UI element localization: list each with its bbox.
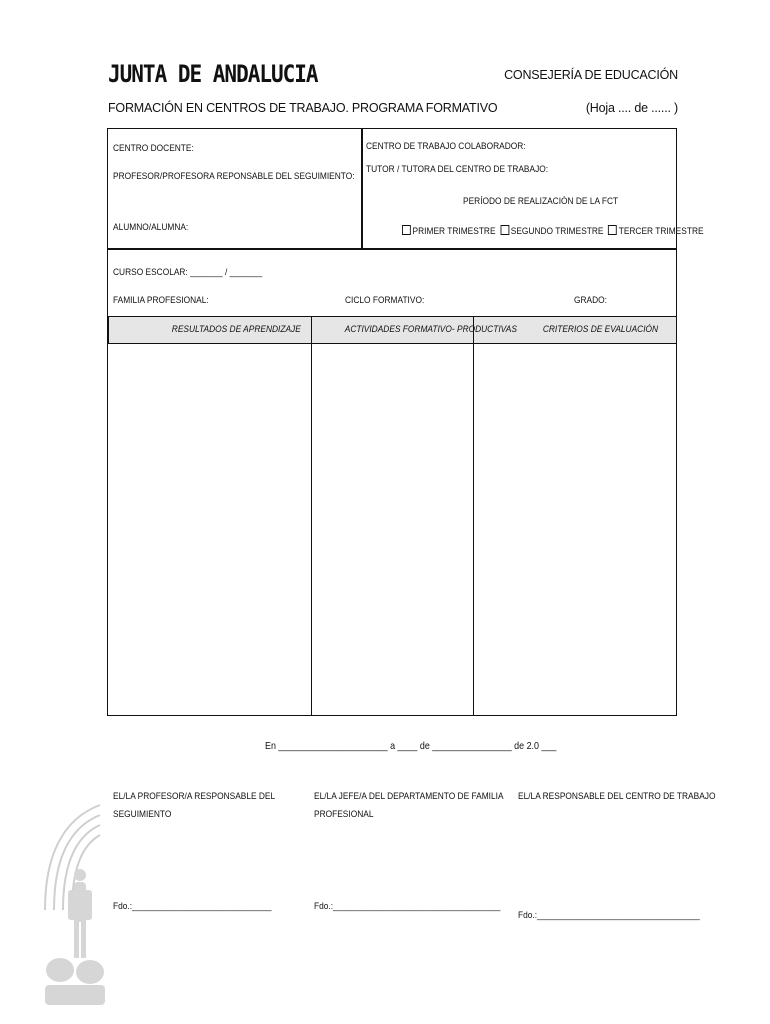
familia-profesional-label: FAMILIA PROFESIONAL: bbox=[113, 295, 209, 306]
column-header-resultados: RESULTADOS DE APRENDIZAJE bbox=[171, 324, 301, 335]
tutor-label: TUTOR / TUTORA DEL CENTRO DE TRABAJO: bbox=[366, 164, 549, 175]
page-counter: (Hoja .... de ...... ) bbox=[585, 101, 678, 115]
segundo-trimestre-label: SEGUNDO TRIMESTRE bbox=[510, 226, 604, 237]
fdo-centro[interactable]: Fdo.:___________________________________ bbox=[518, 910, 700, 921]
sig1-line2: SEGUIMIENTO bbox=[113, 809, 172, 820]
resultados-cell[interactable] bbox=[109, 343, 310, 713]
tercer-trimestre-label: TERCER TRIMESTRE bbox=[618, 226, 704, 237]
tercer-trimestre-checkbox[interactable] bbox=[608, 225, 617, 235]
signature-block-profesor bbox=[113, 788, 275, 824]
date-line: En ______________________ a ____ de ________________ de 2.0 ___ bbox=[265, 740, 557, 752]
column-divider-1 bbox=[311, 316, 312, 715]
column-header-criterios: CRITERIOS DE EVALUACIÓN bbox=[542, 324, 659, 335]
form-title: FORMACIÓN EN CENTROS DE TRABAJO. PROGRAMA FORMATIVO bbox=[108, 101, 498, 115]
fdo-jefe[interactable]: Fdo.:____________________________________ bbox=[314, 901, 501, 912]
primer-trimestre-label: PRIMER TRIMESTRE bbox=[412, 226, 496, 237]
trimestre-options bbox=[402, 225, 704, 237]
grado-label: GRADO: bbox=[574, 295, 607, 306]
segundo-trimestre-checkbox[interactable] bbox=[500, 225, 509, 235]
signature-block-jefe bbox=[314, 788, 504, 824]
column-header-actividades: ACTIVIDADES FORMATIVO- PRODUCTIVAS bbox=[344, 324, 517, 335]
column-divider-2 bbox=[473, 316, 474, 715]
centro-docente-label: CENTRO DOCENTE: bbox=[113, 143, 194, 154]
alumno-label: ALUMNO/ALUMNA: bbox=[113, 222, 189, 233]
signature-block-centro bbox=[518, 788, 715, 806]
periodo-label: PERÍODO DE REALIZACIÓN DE LA FCT bbox=[463, 196, 619, 207]
fdo-profesor[interactable]: Fdo.:______________________________ bbox=[113, 901, 272, 912]
sig2-line1: EL/LA JEFE/A DEL DEPARTAMENTO DE FAMILIA bbox=[314, 791, 504, 802]
junta-andalucia-seal-icon bbox=[40, 800, 110, 1010]
sig1-line1: EL/LA PROFESOR/A RESPONSABLE DEL bbox=[113, 791, 276, 802]
logo-text: JUNTA DE ANDALUCIA bbox=[108, 60, 318, 88]
sig2-line2: PROFESIONAL bbox=[314, 809, 374, 820]
centro-trabajo-label: CENTRO DE TRABAJO COLABORADOR: bbox=[366, 141, 526, 152]
sig3-line1: EL/LA RESPONSABLE DEL CENTRO DE TRABAJO bbox=[518, 791, 716, 802]
curso-escolar-label: CURSO ESCOLAR: _______ / _______ bbox=[113, 267, 263, 278]
ciclo-formativo-label: CICLO FORMATIVO: bbox=[345, 295, 425, 306]
criterios-cell[interactable] bbox=[475, 343, 674, 713]
info-box-divider bbox=[361, 128, 363, 250]
consejeria-label: CONSEJERÍA DE EDUCACIÓN bbox=[504, 68, 678, 82]
actividades-cell[interactable] bbox=[313, 343, 472, 713]
primer-trimestre-checkbox[interactable] bbox=[402, 225, 411, 235]
profesor-label: PROFESOR/PROFESORA REPONSABLE DEL SEGUIMIENTO: bbox=[113, 171, 355, 182]
